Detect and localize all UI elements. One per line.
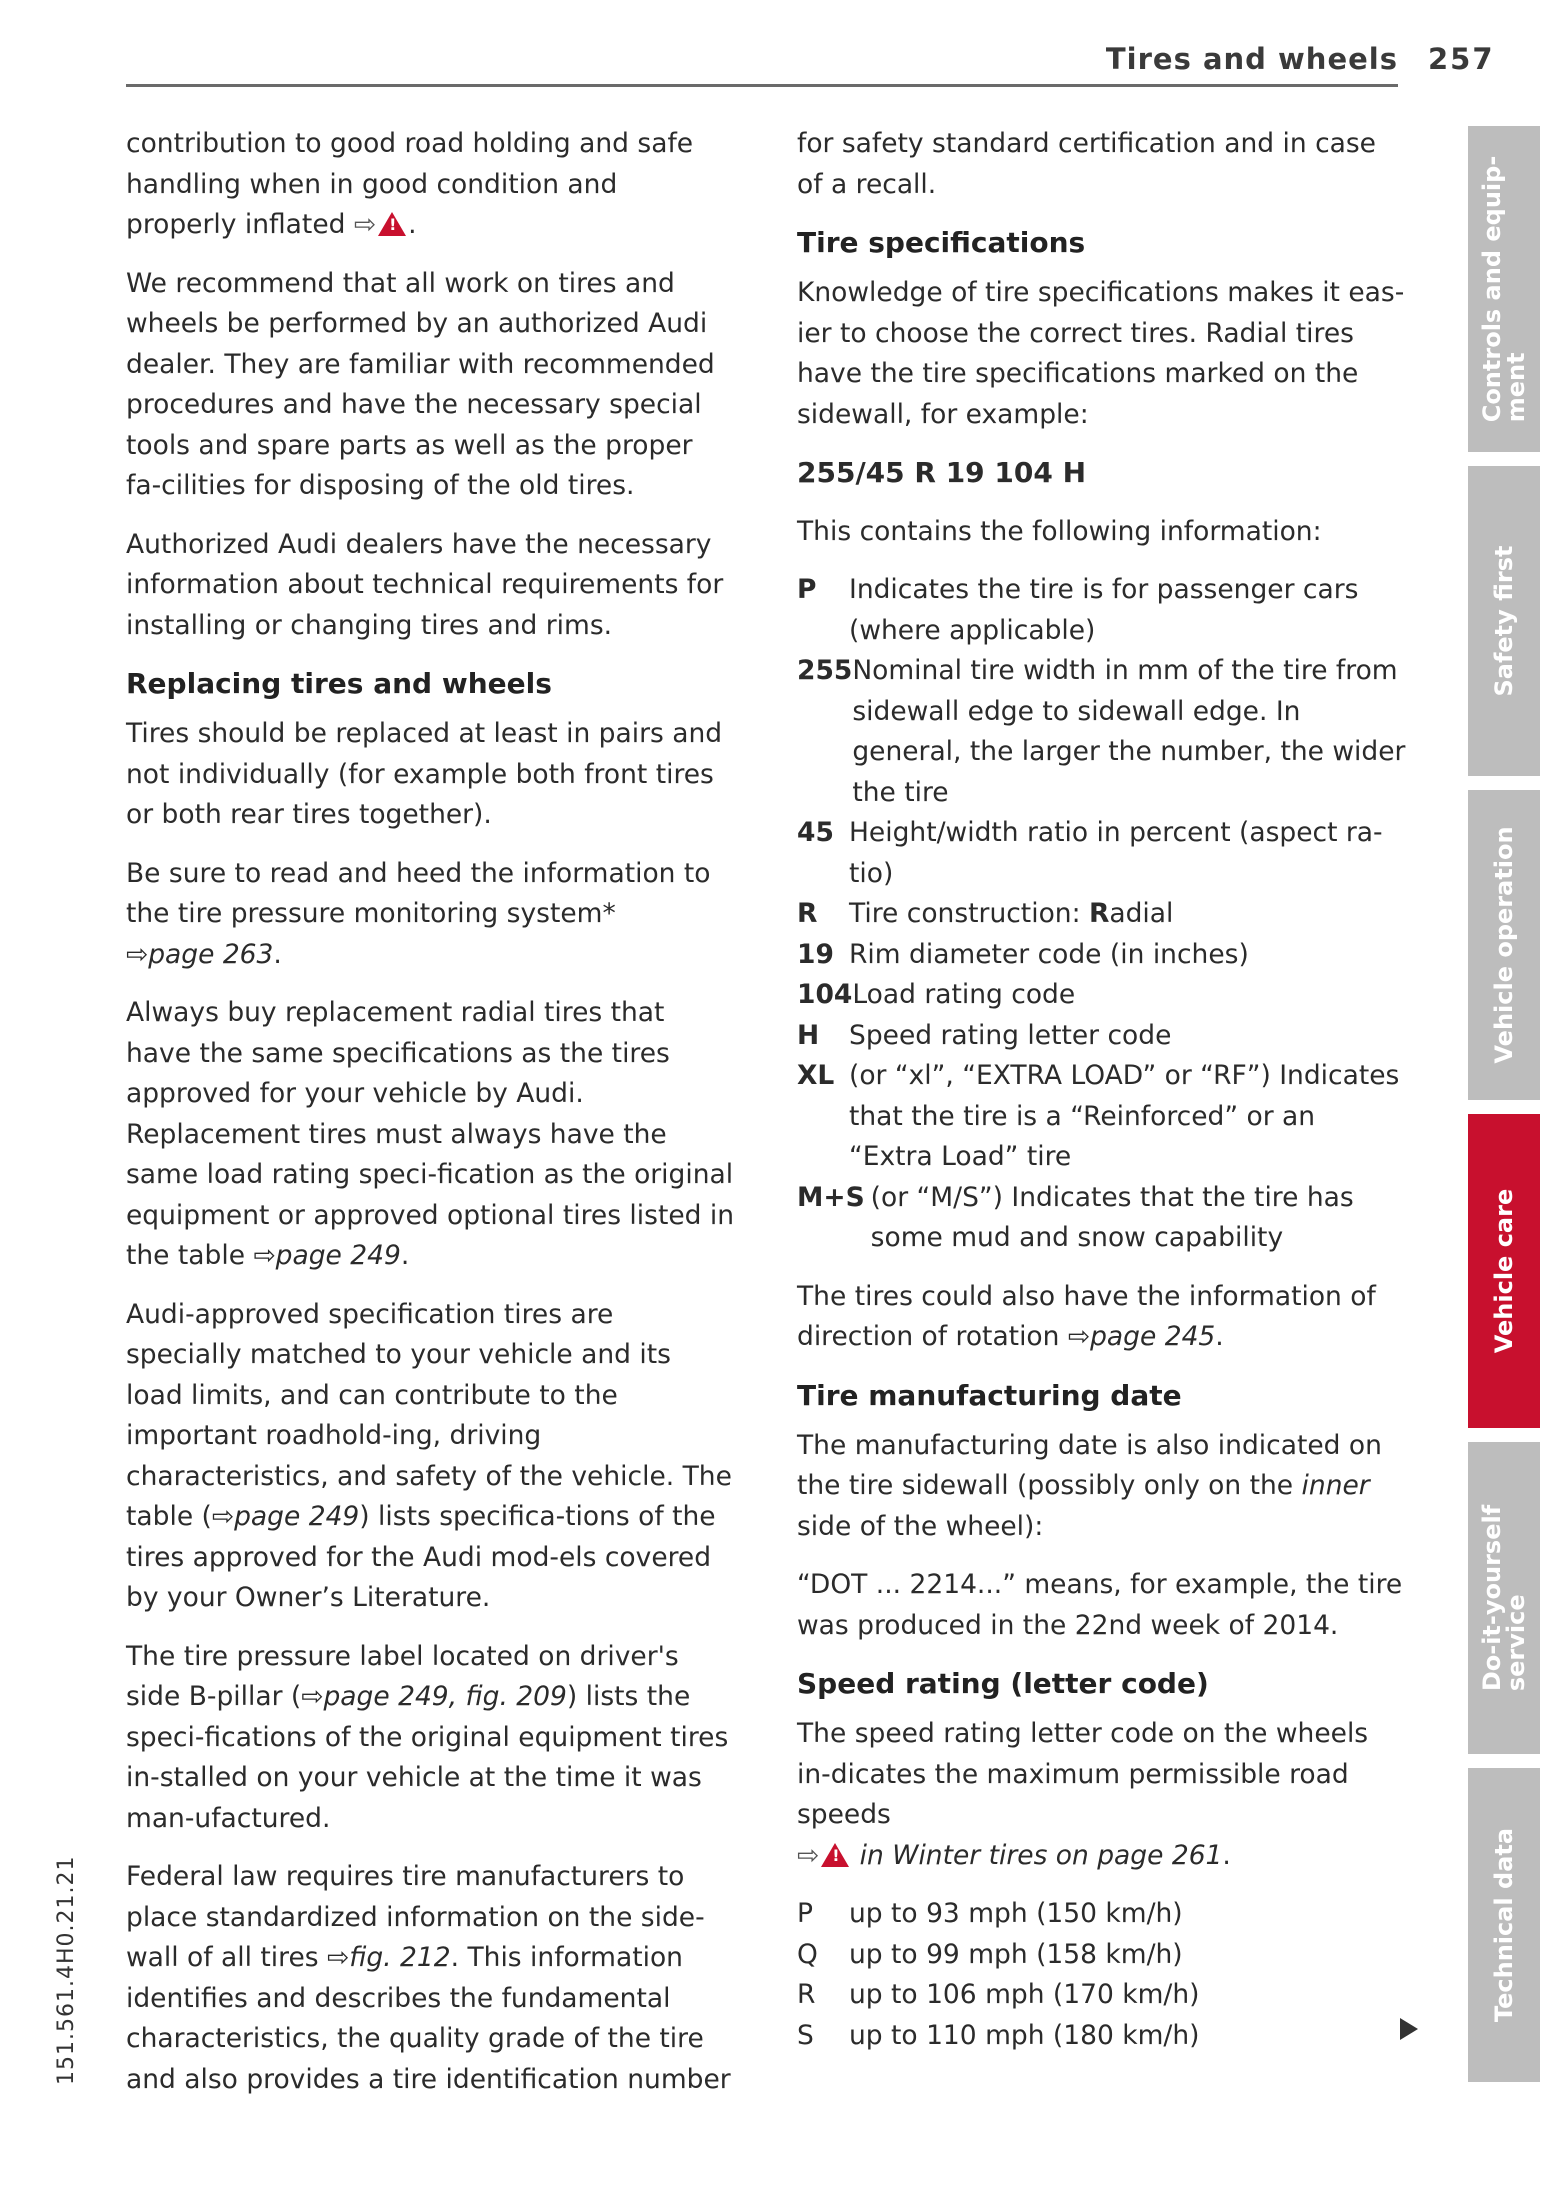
warning-triangle-icon[interactable]: [378, 212, 406, 236]
right-column: [797, 124, 1407, 2074]
paragraph: for safety standard certification and in case of a recall.: [797, 128, 1376, 200]
left-column: [126, 124, 736, 2118]
tab-vehicle-operation[interactable]: Vehicle operation: [1468, 790, 1540, 1100]
tab-safety-first[interactable]: Safety first: [1468, 466, 1540, 776]
tab-do-it-yourself-service[interactable]: Do-it-yourself service: [1468, 1442, 1540, 1754]
reference-arrow: ⇨: [797, 1839, 820, 1871]
speed-item-r: R up to 106 mph (170 km/h): [797, 1979, 1200, 2010]
tab-controls-and-equipment[interactable]: Controls and equip- ment: [1468, 126, 1540, 452]
paragraph: Be sure to read and heed the information to the tire pressure monitoring system* ⇨page 263.: [126, 857, 711, 970]
paragraph: Always buy replacement radial tires that have the same specifications as the tires approved for your vehicle by Audi. Replacement tires must always have the same load rating speci-fication as the original equipment or approved optional tires listed in the table ⇨page 249.: [126, 997, 735, 1271]
speed-item-s: S up to 110 mph (180 km/h): [797, 2019, 1200, 2051]
section-title: Tires and wheels: [1105, 42, 1398, 76]
spec-item-104: 104 Load rating code: [797, 979, 1076, 1010]
reference-arrow: ⇨: [353, 209, 377, 240]
spec-item-ms: M+S (or “M/S”) Indicates that the tire has some mud and snow capability: [797, 1181, 1354, 1253]
spec-item-19: 19 Rim diameter code (in inches): [797, 938, 1249, 970]
speed-item-p: P up to 93 mph (150 km/h): [797, 1898, 1183, 1929]
document-code: 151.561.4H0.21.21: [54, 1855, 79, 2085]
paragraph: Federal law requires tire manufacturers to place standardized information on the side-wall of all tires ⇨fig. 212. This information identifies and describes the fundamental characteristics, the quality grade of the tire and also provides a tire identification number: [126, 1861, 731, 2095]
paragraph: “DOT ... 2214...” means, for example, the tire was produced in the 22nd week of 2014.: [797, 1569, 1403, 1641]
page-header: [126, 40, 1398, 87]
spec-definition-list: [797, 570, 1407, 1259]
tab-vehicle-care[interactable]: Vehicle care: [1468, 1114, 1540, 1428]
paragraph: Tires should be replaced at least in pairs and not individually (for example both front tires or both rear tires together).: [126, 718, 723, 830]
tab-technical-data[interactable]: Technical data: [1468, 1768, 1540, 2082]
warning-triangle-icon[interactable]: [821, 1843, 849, 1867]
paragraph: contribution to good road holding and safe handling when in good condition and properly inflated ⇨! .: [126, 124, 736, 246]
page-number: 257: [1428, 42, 1495, 76]
heading-replacing-tires: Replacing tires and wheels: [126, 667, 552, 700]
speed-item-q: Q up to 99 mph (158 km/h): [797, 1938, 1183, 1970]
heading-manufacturing-date: Tire manufacturing date: [797, 1378, 1182, 1412]
spec-item-h: H Speed rating letter code: [797, 1019, 1172, 1051]
spec-item-r: R Tire construction: Radial: [797, 898, 1174, 929]
paragraph: The tire pressure label located on driver's side B-pillar (⇨page 249, fig. 209) lists the speci-fications of the original equipment tires in-stalled on your vehicle at the time it was man-ufactured.: [126, 1640, 729, 1834]
paragraph: The manufacturing date is also indicated on the tire sidewall (possibly only on the inner side of the wheel):: [797, 1429, 1382, 1542]
paragraph: The speed rating letter code on the wheels in-dicates the maximum permissible road speeds ⇨! in Winter tires on page 261.: [797, 1714, 1407, 1876]
paragraph: The tires could also have the information of direction of rotation ⇨page 245.: [797, 1280, 1376, 1352]
spec-item-45: 45 Height/width ratio in percent (aspect ra-tio): [797, 817, 1383, 889]
page-reference-link[interactable]: ⇨page 249, fig. 209: [301, 1681, 567, 1712]
paragraph: This contains the following information:: [797, 515, 1322, 547]
spec-item-xl: XL (or “xl”, “EXTRA LOAD” or “RF”) Indicates that the tire is a “Reinforced” or an “Extra Load” tire: [797, 1060, 1400, 1172]
heading-speed-rating: Speed rating (letter code): [797, 1667, 1209, 1700]
spec-example: 255/45 R 19 104 H: [797, 456, 1087, 489]
spec-item-255: 255 Nominal tire width in mm of the tire from sidewall edge to sidewall edge. In general, the larger the number, the wider the tire: [797, 655, 1406, 808]
page-reference-link[interactable]: ⇨page 249: [253, 1240, 401, 1271]
paragraph: Audi-approved specification tires are specially matched to your vehicle and its load limits, and can contribute to the important roadhold-ing, driving characteristics, and safety of the vehicle. The table (⇨page 249) lists specifica-tions of the tires approved for the Audi mod-els covered by your Owner’s Literature.: [126, 1298, 732, 1613]
page-reference-link[interactable]: in Winter tires on page 261: [859, 1839, 1223, 1871]
paragraph: Authorized Audi dealers have the necessary information about technical requirements for installing or changing tires and rims.: [126, 528, 724, 641]
figure-reference-link[interactable]: ⇨fig. 212: [327, 1942, 451, 1973]
heading-tire-specifications: Tire specifications: [797, 226, 1086, 259]
page-reference-link[interactable]: ⇨page 249: [211, 1501, 360, 1532]
paragraph: We recommend that all work on tires and wheels be performed by an authorized Audi dealer. They are familiar with recommended procedures and have the necessary special tools and spare parts as well as the proper fa-cilities for disposing of the old tires.: [126, 267, 715, 501]
continue-arrow-icon[interactable]: [1400, 2018, 1418, 2040]
spec-item-p: P Indicates the tire is for passenger cars (where applicable): [797, 574, 1359, 646]
page-reference-link[interactable]: ⇨page 245: [1067, 1321, 1216, 1352]
speed-rating-list: [797, 1894, 1407, 2056]
page-reference-link[interactable]: ⇨page 263: [126, 938, 274, 970]
paragraph: Knowledge of tire specifications makes it eas-ier to choose the correct tires. Radial tires have the tire specifications marked on the sidewall, for example:: [797, 277, 1405, 430]
